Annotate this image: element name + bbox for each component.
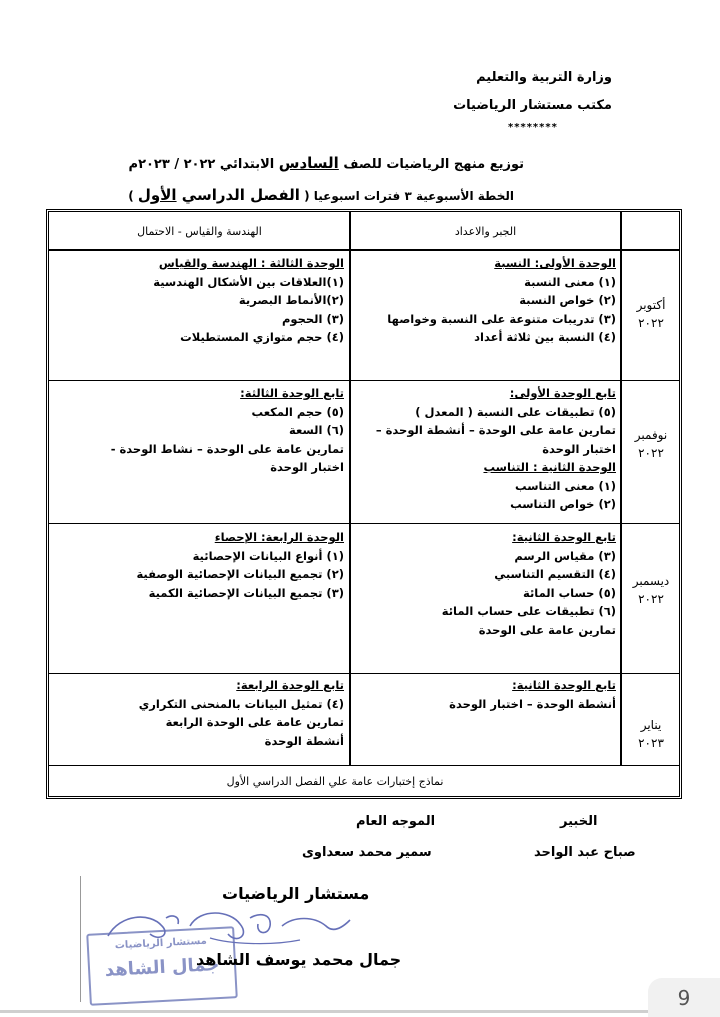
cell-algebra-january: تابع الوحدة الثانية: أنشطة الوحدة – اختبار الوحدة [449, 678, 616, 711]
page-number: 9 [648, 978, 720, 1017]
supervisor-label: الموجه العام [356, 814, 436, 829]
divider-row-1 [48, 380, 680, 381]
exam-models-note: نماذج إختبارات عامة علي الفصل الدراسي الأول [226, 774, 444, 788]
divider-header [48, 249, 680, 251]
document-subtitle: الخطة الأسبوعية ٣ فترات اسبوعيا ( الفصل الدراسي الأول ) [128, 186, 514, 204]
header-stars: ******** [508, 122, 558, 133]
month-november: نوفمبر ٢٠٢٢ [634, 428, 668, 460]
cell-geometry-october: الوحدة الثالثة : الهندسة والقياس (١)العلاقات بين الأشكال الهندسية (٢)الأنماط البصرية (٣) الحجوم (٤) حجم متوازي المستطيلات [153, 256, 344, 344]
header-algebra: الجبر والاعداد [454, 224, 517, 238]
advisor-stamp: مستشار الرياضيات جمال الشاهد [86, 926, 238, 1006]
office-name: مكتب مستشار الرياضيات [453, 98, 612, 113]
advisor-label: مستشار الرياضيات [222, 884, 370, 903]
divider-row-2 [48, 523, 680, 524]
advisor-block-border [80, 876, 81, 1002]
grade-name: السادس [278, 154, 339, 172]
term-first: الأول [137, 186, 177, 204]
divider-row-3 [48, 673, 680, 674]
advisor-name: جمال محمد يوسف الشاهد [196, 950, 402, 969]
expert-name: صباح عبد الواحد [534, 845, 636, 860]
divider-month-column [620, 211, 622, 766]
ministry-name: وزارة التربية والتعليم [476, 70, 612, 85]
cell-algebra-november: تابع الوحدة الأولى: (٥) تطبيقات على النسبة ( المعدل ) تمارين عامة على الوحدة – أنشطة الوحدة – اختبار الوحدة الوحدة الثانية : التناسب (١) معنى التناسب (٢) خواص التناسب [375, 386, 616, 511]
document-title: توزيع منهج الرياضيات للصف السادس الابتدائي ٢٠٢٢ / ٢٠٢٣م [128, 154, 524, 172]
supervisor-name: سمير محمد سعداوى [302, 845, 432, 860]
page-footer-bar [0, 1010, 720, 1013]
expert-label: الخبير [560, 814, 598, 829]
cell-geometry-november: تابع الوحدة الثالثة: (٥) حجم المكعب (٦) السعة تمارين عامة على الوحدة – نشاط الوحدة - اختبار الوحدة [110, 386, 344, 474]
month-october: أكتوبر ٢٠٢٢ [636, 298, 666, 330]
month-december: ديسمبر ٢٠٢٢ [632, 574, 670, 606]
cell-geometry-january: تابع الوحدة الرابعة: (٤) تمثيل البيانات بالمنحنى التكراري تمارين عامة على الوحدة الرابعة أنشطة الوحدة [138, 678, 344, 748]
month-january: يناير ٢٠٢٣ [638, 718, 664, 750]
cell-algebra-december: تابع الوحدة الثانية: (٣) مقياس الرسم (٤) التقسيم التناسبي (٥) حساب المائة (٦) تطبيقات على حساب المائة تمارين عامة على الوحدة [441, 530, 616, 637]
cell-algebra-october: الوحدة الأولى: النسبة (١) معنى النسبة (٢) خواص النسبة (٣) تدريبات متنوعة على النسبة وخواصها (٤) النسبة بين ثلاثة أعداد [387, 256, 616, 344]
divider-center-column [349, 211, 351, 766]
header-geometry: الهندسة والقياس - الاحتمال [137, 224, 262, 238]
handwritten-signature-icon [100, 904, 360, 954]
cell-geometry-december: الوحدة الرابعة: الإحصاء (١) أنواع البيانات الإحصائية (٢) تجميع البيانات الإحصائية الوصفية (٣) تجميع البيانات الإحصائية الكمية [136, 530, 344, 600]
